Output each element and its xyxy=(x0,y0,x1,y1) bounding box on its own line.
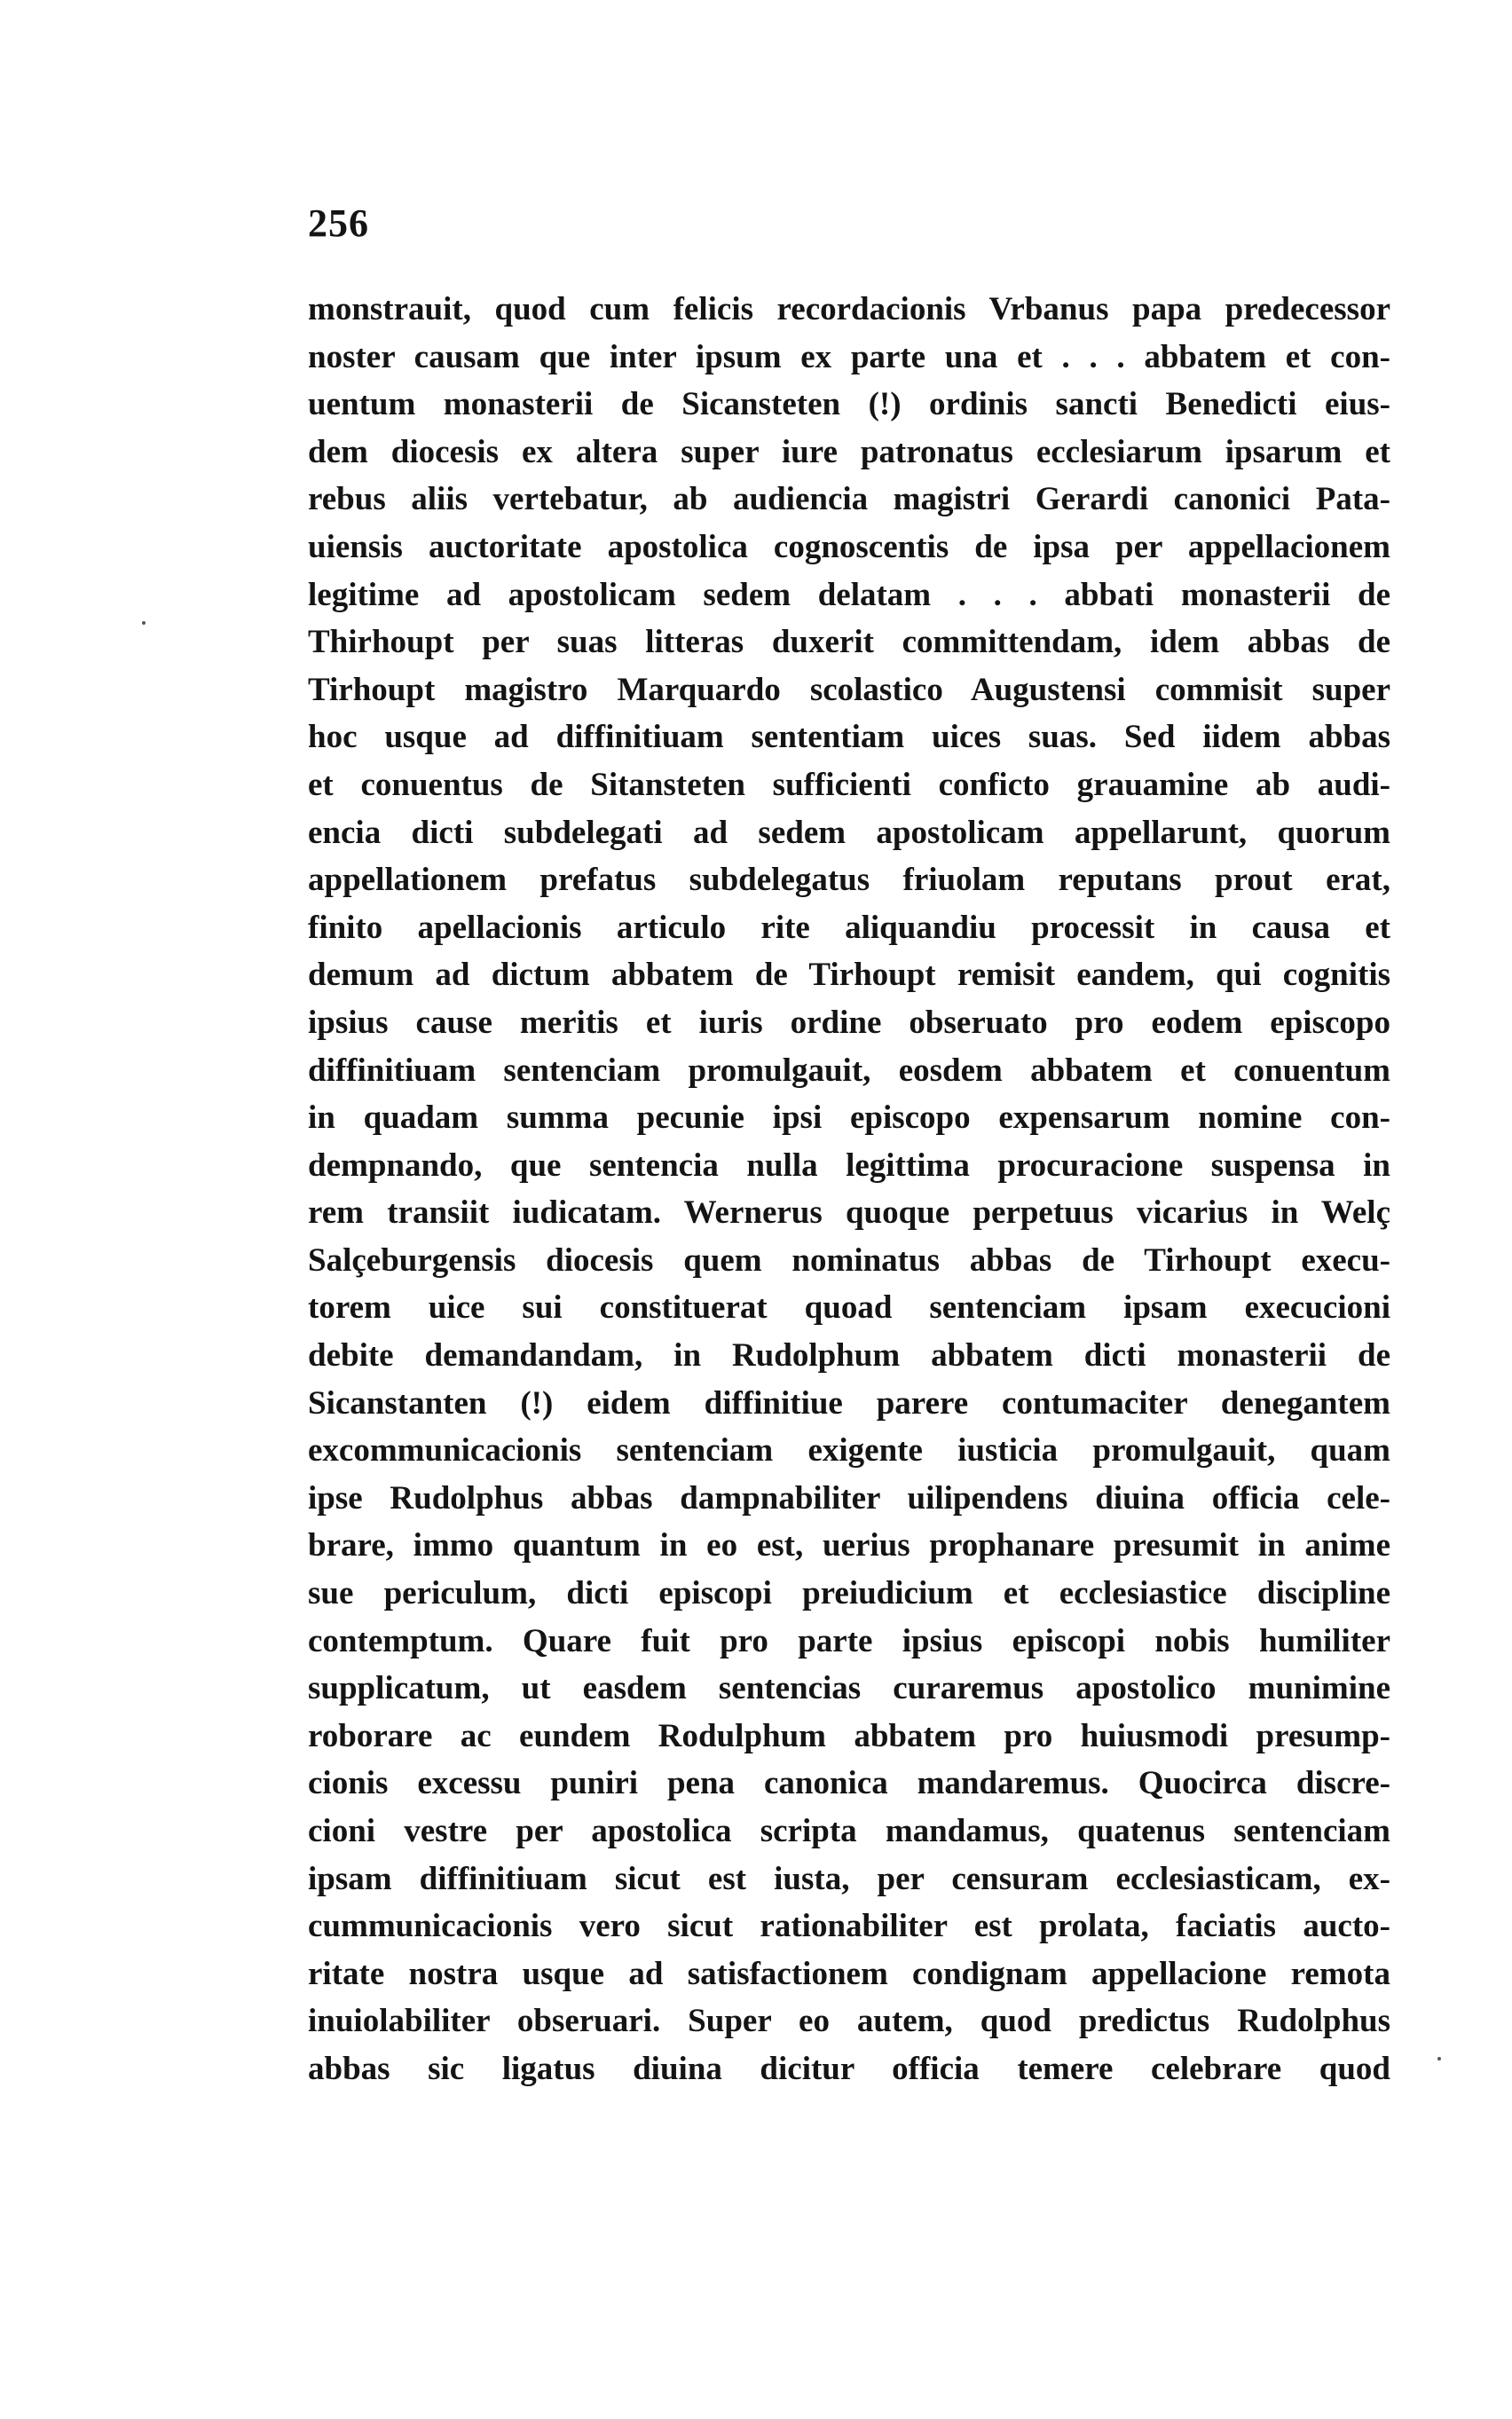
text-line: legitime ad apostolicam sedem delatam . . . abbati monasterii de xyxy=(308,576,1390,613)
text-line: roborare ac eundem Rodulphum abbatem pro huiusmodi presump- xyxy=(308,1717,1390,1754)
page-number: 256 xyxy=(308,201,369,245)
text-line: appellationem prefatus subdelegatus friuolam reputans prout erat, xyxy=(308,862,1390,899)
text-line: dem diocesis ex altera super iure patronatus ecclesiarum ipsarum et xyxy=(308,433,1390,470)
text-line: Tirhoupt magistro Marquardo scolastico Augustensi commisit super xyxy=(308,671,1390,708)
text-line: hoc usque ad diffinitiuam sententiam uices suas. Sed iidem abbas xyxy=(308,719,1390,756)
scan-speck xyxy=(142,621,146,625)
text-line: Salçeburgensis diocesis quem nominatus abbas de Tirhoupt execu- xyxy=(308,1241,1390,1279)
text-line: rebus aliis vertebatur, ab audiencia magistri Gerardi canonici Pata- xyxy=(308,481,1390,518)
text-line: inuiolabiliter obseruari. Super eo autem, quod predictus Rudolphus xyxy=(308,2003,1390,2040)
text-line: ritate nostra usque ad satisfactionem condignam appellacione remota xyxy=(308,1955,1390,1992)
text-line: Thirhoupt per suas litteras duxerit committendam, idem abbas de xyxy=(308,624,1390,661)
text-line: ipsam diffinitiuam sicut est iusta, per censuram ecclesiasticam, ex- xyxy=(308,1860,1390,1897)
text-line: abbas sic ligatus diuina dicitur officia temere celebrare quod xyxy=(308,2050,1390,2087)
text-line: brare, immo quantum in eo est, uerius prophanare presumit in anime xyxy=(308,1527,1390,1564)
text-line: et conuentus de Sitansteten sufficienti conficto grauamine ab audi- xyxy=(308,766,1390,803)
body-text xyxy=(308,286,1390,2093)
text-line: ipse Rudolphus abbas dampnabiliter uilipendens diuina officia cele- xyxy=(308,1479,1390,1517)
text-line: uiensis auctoritate apostolica cognoscentis de ipsa per appellacionem xyxy=(308,528,1390,565)
text-line: cummunicacionis vero sicut rationabiliter est prolata, faciatis aucto- xyxy=(308,1908,1390,1945)
text-line: dempnando, que sentencia nulla legittima procuracione suspensa in xyxy=(308,1146,1390,1184)
text-line: uentum monasterii de Sicansteten (!) ordinis sancti Benedicti eius- xyxy=(308,386,1390,423)
text-line: cionis excessu puniri pena canonica mandaremus. Quocirca discre- xyxy=(308,1765,1390,1802)
text-line: diffinitiuam sentenciam promulgauit, eosdem abbatem et conuentum xyxy=(308,1052,1390,1089)
text-line: Sicanstanten (!) eidem diffinitiue parere contumaciter denegantem xyxy=(308,1384,1390,1422)
text-line: torem uice sui constituerat quoad sentenciam ipsam execucioni xyxy=(308,1289,1390,1327)
text-line: contemptum. Quare fuit pro parte ipsius episcopi nobis humiliter xyxy=(308,1622,1390,1659)
text-line: rem transiit iudicatam. Wernerus quoque perpetuus vicarius in Welç xyxy=(308,1194,1390,1232)
text-line: noster causam que inter ipsum ex parte una et . . . abbatem et con- xyxy=(308,338,1390,375)
text-line: sue periculum, dicti episcopi preiudicium et ecclesiastice discipline xyxy=(308,1575,1390,1612)
text-line: in quadam summa pecunie ipsi episcopo expensarum nomine con- xyxy=(308,1099,1390,1137)
text-line: excommunicacionis sentenciam exigente iusticia promulgauit, quam xyxy=(308,1432,1390,1470)
text-line: monstrauit, quod cum felicis recordacionis Vrbanus papa predecessor xyxy=(308,291,1390,327)
text-line: encia dicti subdelegati ad sedem apostolicam appellarunt, quorum xyxy=(308,814,1390,851)
text-line: supplicatum, ut easdem sentencias curaremus apostolico munimine xyxy=(308,1670,1390,1707)
scan-speck xyxy=(1437,2057,1441,2060)
text-line: demum ad dictum abbatem de Tirhoupt remisit eandem, qui cognitis xyxy=(308,957,1390,994)
text-line: cioni vestre per apostolica scripta mandamus, quatenus sentenciam xyxy=(308,1813,1390,1849)
text-line: finito apellacionis articulo rite aliquandiu processit in causa et xyxy=(308,909,1390,946)
text-line: debite demandandam, in Rudolphum abbatem dicti monasterii de xyxy=(308,1337,1390,1375)
text-line: ipsius cause meritis et iuris ordine obseruato pro eodem episcopo xyxy=(308,1004,1390,1041)
